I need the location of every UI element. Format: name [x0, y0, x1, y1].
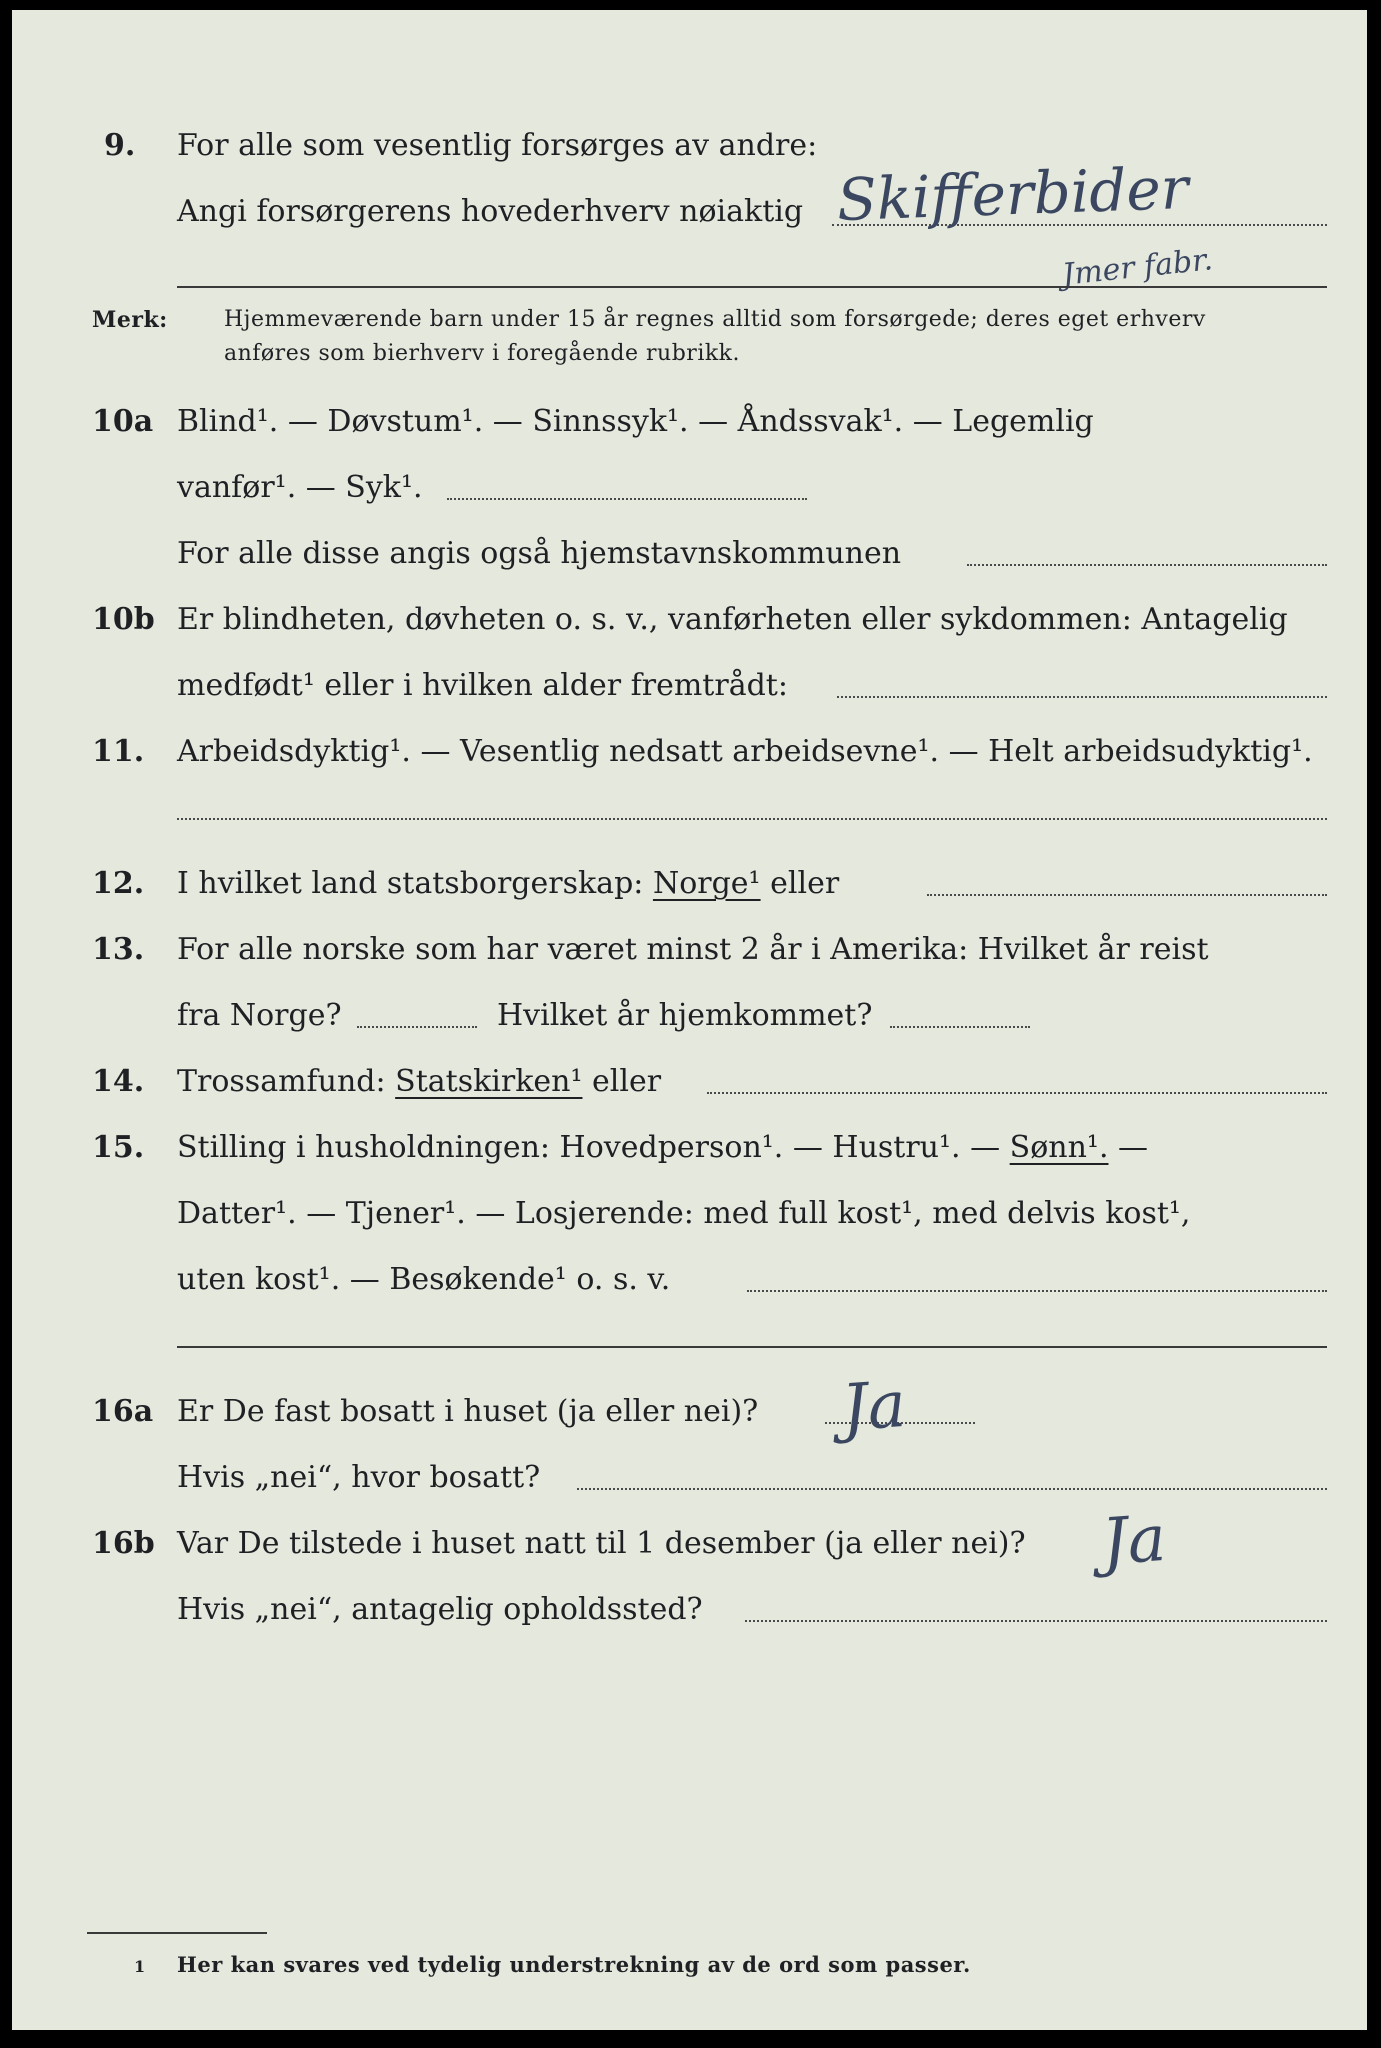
q16a-bosatt-line [577, 1488, 1327, 1490]
footnote-text: Her kan svares ved tydelig understrekning av de ord som passer. [177, 1952, 971, 1977]
q14-eller: eller [592, 1064, 662, 1099]
footnote-rule [87, 1932, 267, 1934]
q15-underlined-sonn: Sønn¹. [1009, 1130, 1109, 1165]
q14-line [177, 1064, 661, 1100]
footnote-mark: 1 [134, 1957, 146, 1976]
q16a-handwritten-answer: Ja [839, 1367, 909, 1447]
merk-line1: Hjemmeværende barn under 15 år regnes alltid som forsørgede; deres eget erhverv [224, 307, 1206, 332]
q16a-number: 16a [92, 1394, 154, 1429]
q12-number: 12. [92, 866, 145, 901]
q11-answer-line [177, 818, 1327, 820]
q10a-kommune-line [967, 564, 1327, 566]
q13-reist-line [357, 1026, 477, 1028]
q15-line1-dash: — [1118, 1130, 1149, 1165]
q14-answer-line [707, 1092, 1327, 1094]
q9-line1: For alle som vesentlig forsørges av andre: [177, 128, 818, 163]
q15-line3: uten kost¹. — Besøkende¹ o. s. v. [177, 1262, 671, 1297]
q15-number: 15. [92, 1130, 145, 1165]
q10a-syk-line [447, 498, 807, 500]
q16b-number: 16b [92, 1526, 155, 1561]
q16b-opholdssted-line [745, 1620, 1327, 1622]
q13-hjemkommet-line [890, 1026, 1030, 1028]
q14-underlined-statskirken: Statskirken¹ [395, 1064, 583, 1099]
q10b-line1: Er blindheten, døvheten o. s. v., vanførheten eller sykdommen: Antagelig [177, 602, 1288, 637]
q11-line1: Arbeidsdyktig¹. — Vesentlig nedsatt arbeidsevne¹. — Helt arbeidsudyktig¹. [177, 734, 1313, 769]
q10a-line1: Blind¹. — Døvstum¹. — Sinnssyk¹. — Åndssvak¹. — Legemlig [177, 404, 1094, 439]
q10a-number: 10a [92, 404, 154, 439]
q12-line [177, 866, 839, 902]
q15-answer-line [747, 1290, 1327, 1292]
q10b-number: 10b [92, 602, 155, 637]
q13-line1: For alle norske som har været minst 2 år i Amerika: Hvilket år reist [177, 932, 1209, 967]
q10b-alder-line [837, 696, 1327, 698]
q10a-line3: For alle disse angis også hjemstavnskommunen [177, 536, 902, 571]
q11-number: 11. [92, 734, 145, 769]
q13-line2b: Hvilket år hjemkommet? [497, 998, 873, 1033]
q15-line1 [177, 1130, 1148, 1166]
q12-answer-line [927, 894, 1327, 896]
q10b-line2: medfødt¹ eller i hvilken alder fremtrådt: [177, 668, 788, 703]
q13-line2a: fra Norge? [177, 998, 342, 1033]
q9-rule [177, 286, 1327, 288]
q13-number: 13. [92, 932, 145, 967]
merk-line2: anføres som bierhverv i foregående rubrikk. [224, 341, 741, 366]
q12-eller: eller [770, 866, 840, 901]
merk-label: Merk: [92, 307, 168, 333]
census-form-page [12, 10, 1367, 2030]
q15-line1-text: Stilling i husholdningen: Hovedperson¹. — Hustru¹. — [177, 1130, 1001, 1165]
q16b-handwritten-answer: Ja [1099, 1501, 1169, 1581]
q14-number: 14. [92, 1064, 145, 1099]
q16a-line2: Hvis „nei“, hvor bosatt? [177, 1460, 541, 1495]
q9-number: 9. [104, 128, 136, 163]
q16b-line1: Var De tilstede i huset natt til 1 desember (ja eller nei)? [177, 1526, 1026, 1561]
q9-handwritten-answer: Skifferbider [835, 153, 1190, 235]
q14-text: Trossamfund: [177, 1064, 386, 1099]
q10a-line2: vanfør¹. — Syk¹. [177, 470, 423, 505]
q16b-line2: Hvis „nei“, antagelig opholdssted? [177, 1592, 703, 1627]
q9-line2: Angi forsørgerens hovederhverv nøiaktig [177, 194, 804, 229]
q9-handwritten-note: Jmer fabr. [1060, 242, 1215, 293]
q12-underlined-norge: Norge¹ [652, 866, 761, 901]
q12-text: I hvilket land statsborgerskap: [177, 866, 644, 901]
q15-line2: Datter¹. — Tjener¹. — Losjerende: med full kost¹, med delvis kost¹, [177, 1196, 1191, 1231]
q16a-line1: Er De fast bosatt i huset (ja eller nei)? [177, 1394, 759, 1429]
q15-rule [177, 1346, 1327, 1348]
